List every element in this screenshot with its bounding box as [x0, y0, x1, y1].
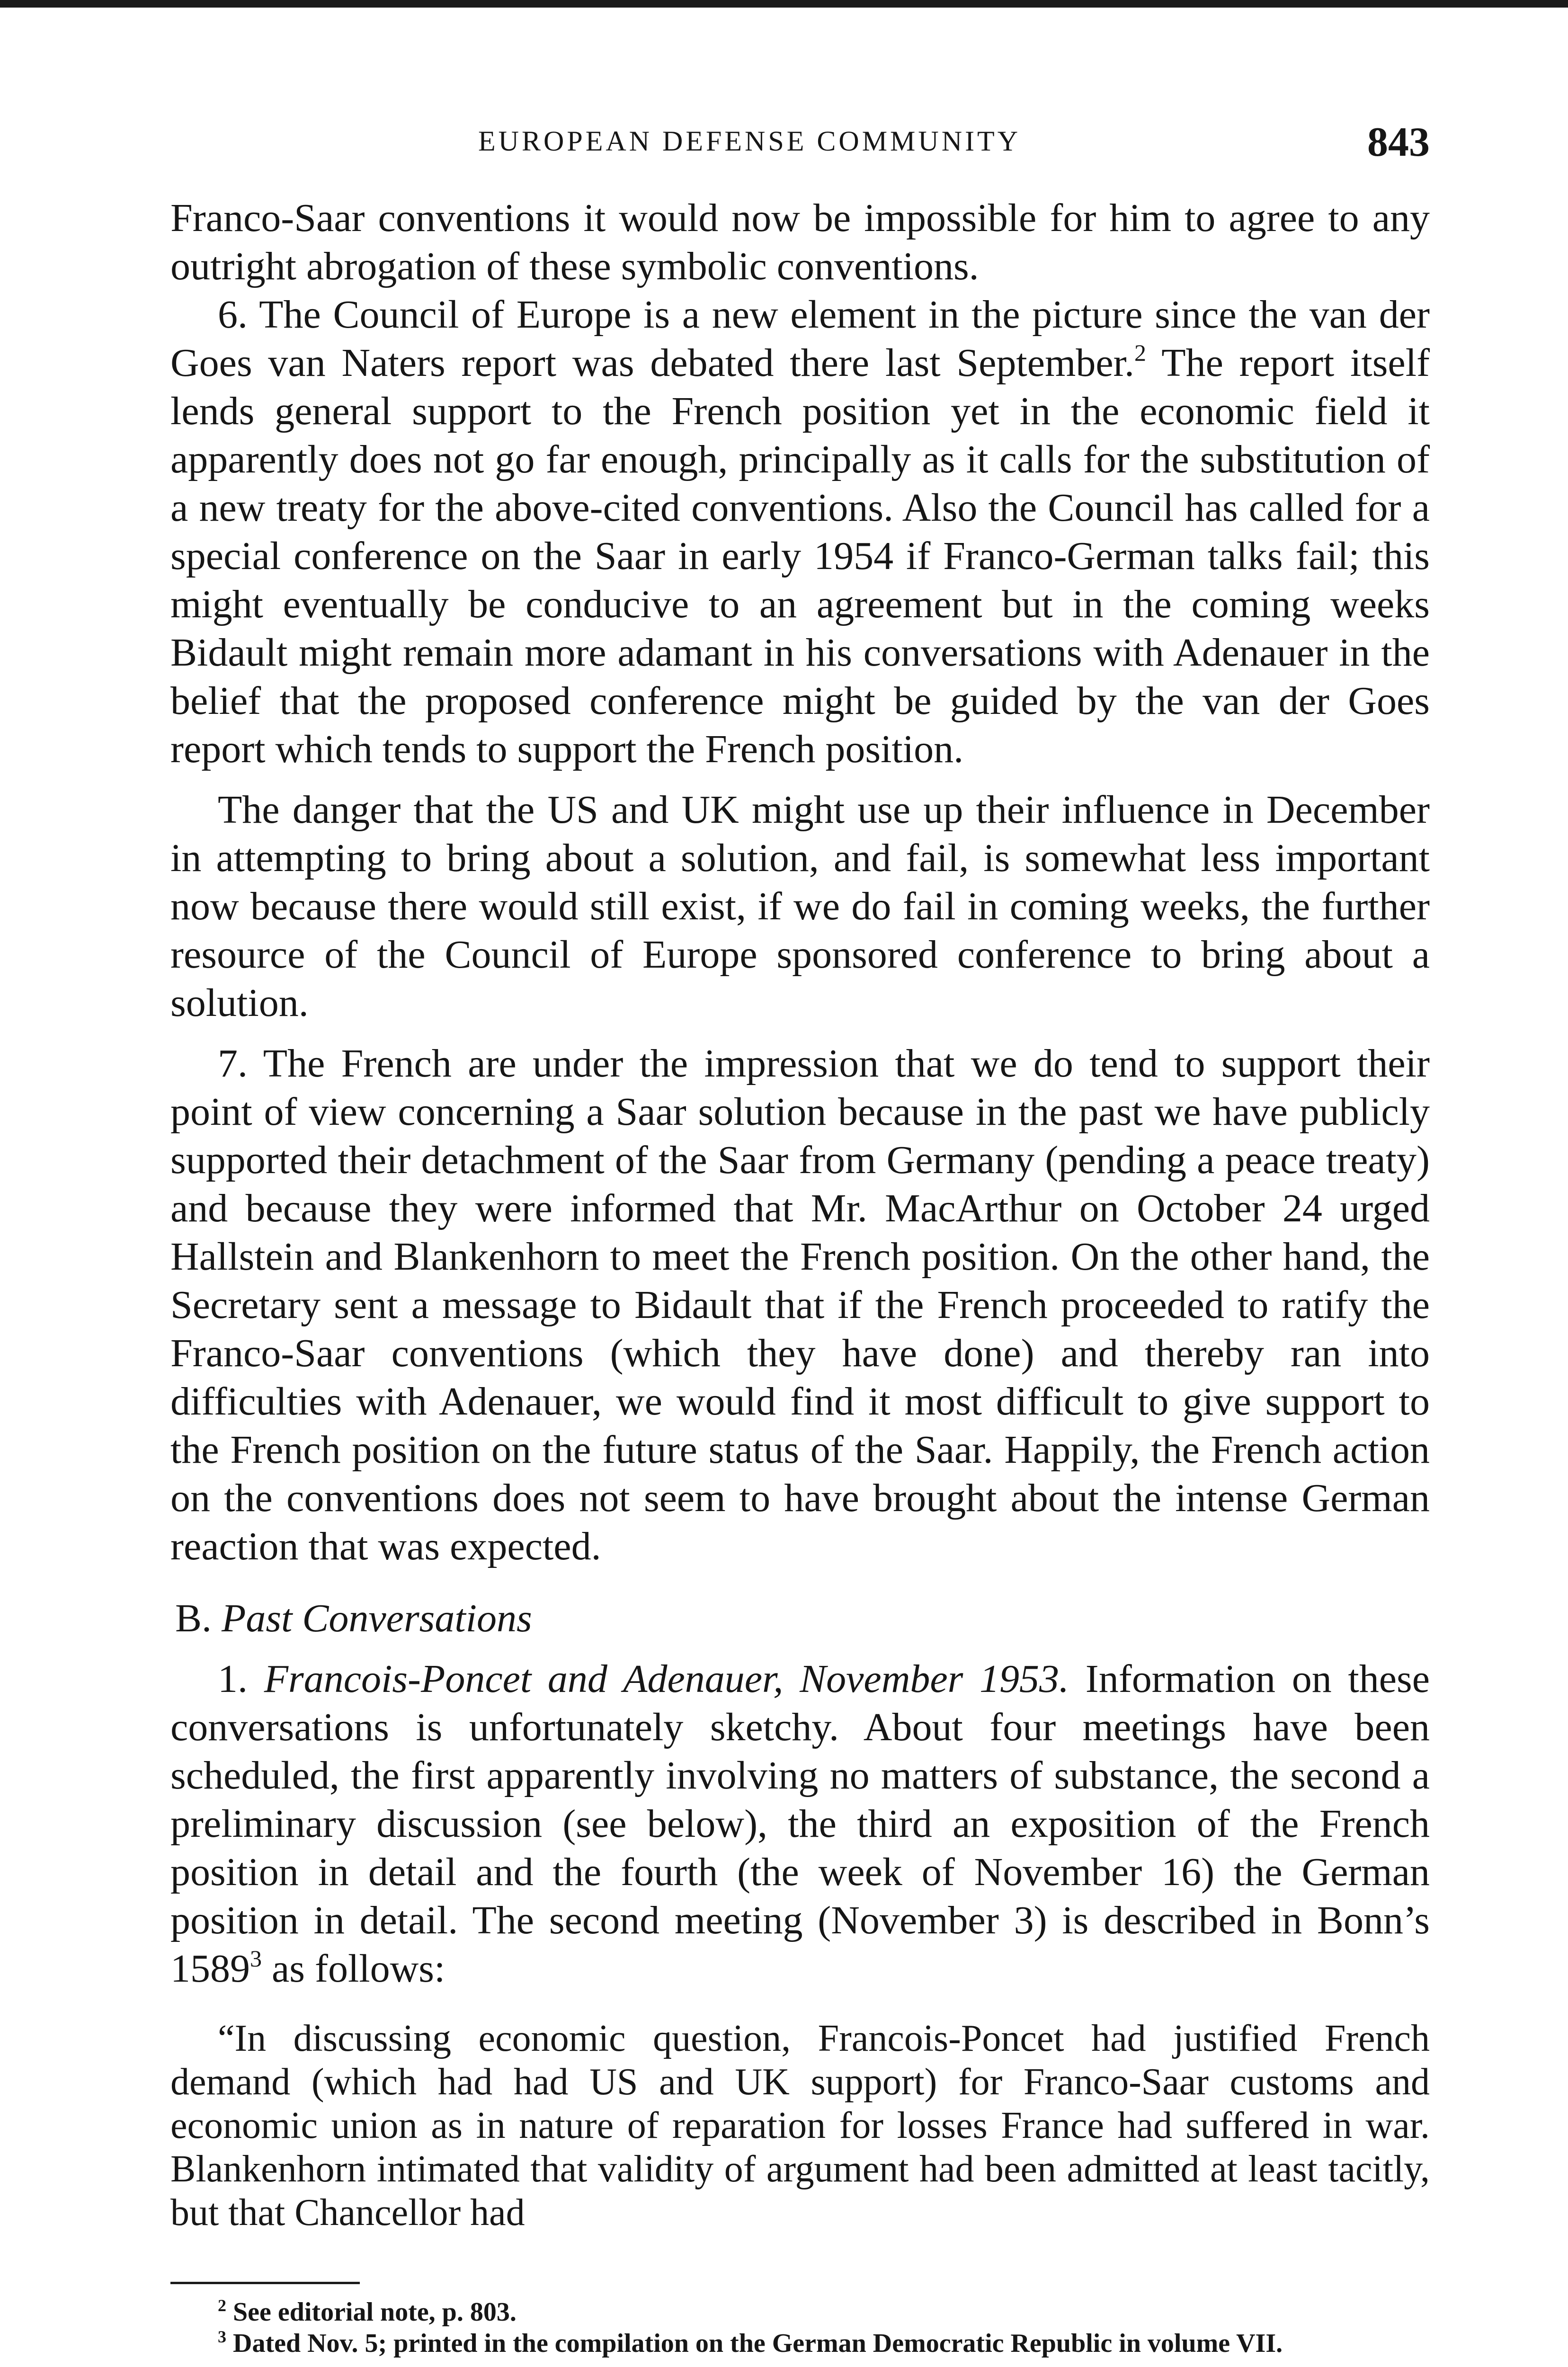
footnote-2: [218, 2296, 1430, 2328]
section-title: Past Conversations: [222, 1596, 532, 1640]
footnote-ref-3[interactable]: 3: [250, 1945, 262, 1972]
paragraph-text: 6. The Council of Europe is a new element in the picture since the van der Goes van Naters report was debated there last September.: [170, 293, 1430, 385]
footnote-ref-2[interactable]: 2: [1134, 339, 1147, 366]
page-header: [170, 118, 1430, 170]
paragraph-text: as follows:: [262, 1947, 445, 1991]
paragraph-continuation: Franco-Saar conventions it would now be impossible for him to agree to any outright abrogation of these symbolic conventions.: [170, 196, 1430, 288]
running-head: EUROPEAN DEFENSE COMMUNITY: [478, 125, 1021, 157]
item-title: Francois-Poncet and Adenauer, November 1953.: [264, 1657, 1069, 1701]
section-heading-past-conversations: [170, 1594, 1430, 1643]
footnote-text: Dated Nov. 5; printed in the compilation on the German Democratic Republic in volume VII.: [226, 2329, 1283, 2358]
top-edge-rule: [0, 0, 1568, 8]
footnote-divider: [170, 2282, 360, 2284]
paragraph-6-council-of-europe: [170, 291, 1430, 774]
paragraph-text: Information on these conversations is unfortunately sketchy. About four meetings have been scheduled, the first apparently involving no matters of substance, the second a preliminary discussion (see below), the third an exposition of the French position in detail and the fourth (the week of November 16) the German position in detail. The second meeting (November 3) is described in Bonn’s 1589: [170, 1657, 1430, 1991]
footnote-text: See editorial note, p. 803.: [226, 2297, 517, 2327]
footnote-marker: 3: [218, 2327, 226, 2346]
section-letter: B.: [175, 1596, 222, 1640]
block-quote: “In discussing economic question, Francois-Poncet had justified French demand (which had had US and UK support) for Franco-Saar customs and economic union as in nature of reparation for losses France had suffered in war. Blankenhorn intimated that validity of argument had been admitted at least tacitly, but that Chancellor had: [170, 2018, 1430, 2234]
item-number: 1.: [218, 1657, 264, 1701]
body-text: [170, 194, 1430, 2234]
paragraph-7-french-impression: 7. The French are under the impression that we do tend to support their point of view concerning a Saar solution because in the past we have publicly supported their detachment of the Saar from Germany (pending a peace treaty) and because they were informed that Mr. MacArthur on October 24 urged Hallstein and Blankenhorn to meet the French position. On the other hand, the Secretary sent a message to Bidault that if the French proceeded to ratify the Franco-Saar conventions (which they have done) and thereby ran into difficulties with Adenauer, we would find it most difficult to give support to the French position on the future status of the Saar. Happily, the French action on the conventions does not seem to have brought about the intense German reaction that was expected.: [170, 1041, 1430, 1568]
footnote-marker: 2: [218, 2296, 226, 2315]
footnote-3: [170, 2328, 1430, 2359]
paragraph-danger: The danger that the US and UK might use up their influence in December in attempting to bring about a solution, and fail, is somewhat less important now because there would still exist, if we do fail in coming weeks, the further resource of the Council of Europe sponsored conference to bring about a solution.: [170, 788, 1430, 1025]
paragraph-text: The report itself lends general support to the French position yet in the economic field it apparently does not go far enough, principally as it calls for the substitution of a new treaty for the above-cited conventions. Also the Council has called for a special conference on the Saar in early 1954 if Franco-German talks fail; this might eventually be conducive to an agreement but in the coming weeks Bidault might remain more adamant in his conversations with Adenauer in the belief that the proposed conference might be guided by the van der Goes report which tends to support the French position.: [170, 341, 1430, 771]
footnotes: [170, 2282, 1430, 2359]
paragraph-1-francois-poncet: [170, 1655, 1430, 1993]
page-number: 843: [1367, 119, 1430, 165]
